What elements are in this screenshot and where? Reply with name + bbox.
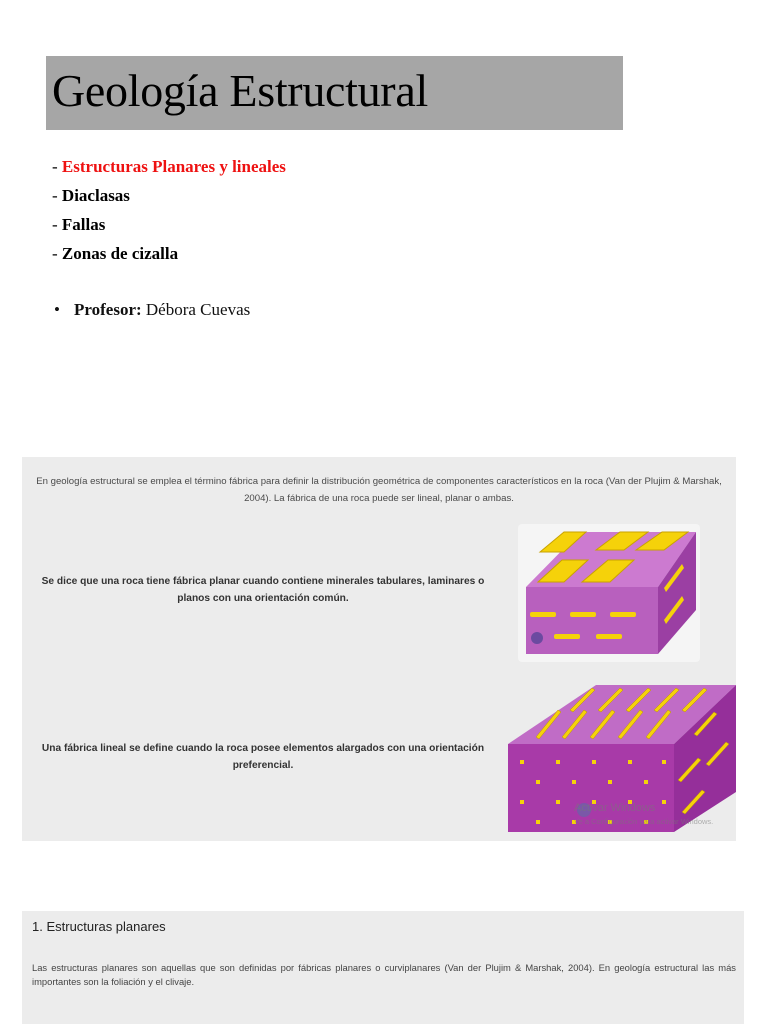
list-item: - Diaclasas <box>52 186 130 205</box>
page-title: Geología Estructural <box>52 65 428 116</box>
title-banner <box>46 56 623 130</box>
list-item: - Zonas de cizalla <box>52 244 179 263</box>
bullet-icon: • <box>54 300 60 319</box>
planar-structures-slide <box>22 911 744 1024</box>
section-heading: 1. Estructuras planares <box>32 919 166 934</box>
topic-list <box>52 156 286 272</box>
list-item: - Estructuras Planares y lineales <box>52 157 286 176</box>
linear-fabric-text: Una fábrica lineal se define cuando la roca posee elementos alargados con una orientación preferencial. <box>41 743 485 771</box>
professor-label: Profesor: <box>74 300 142 319</box>
planar-fabric-text: Se dice que una roca tiene fábrica planar cuando contiene minerales tabulares, laminares o planos con una orientación común. <box>41 576 485 604</box>
section-body: Las estructuras planares son aquellas que son definidas por fábricas planares o curviplanares (Van der Plujim & Marshak, 2004). En geología estructural las más importantes son la foliación y el clivaje. <box>32 962 736 987</box>
list-item: - Fallas <box>52 215 106 234</box>
professor-line <box>54 300 250 320</box>
activate-windows-watermark: Activar Windows Ve a Configuración para activar Windows. <box>574 802 714 826</box>
fabric-slide <box>22 457 736 841</box>
professor-name: Débora Cuevas <box>141 300 251 319</box>
intro-text: En geología estructural se emplea el término fábrica para definir la distribución geométrica de componentes característicos en la roca (Van der Plujim & Marshak, 2004). La fábrica de una roca puede ser lineal, planar o ambas. <box>36 476 722 504</box>
planar-fabric-block-image <box>518 524 700 662</box>
